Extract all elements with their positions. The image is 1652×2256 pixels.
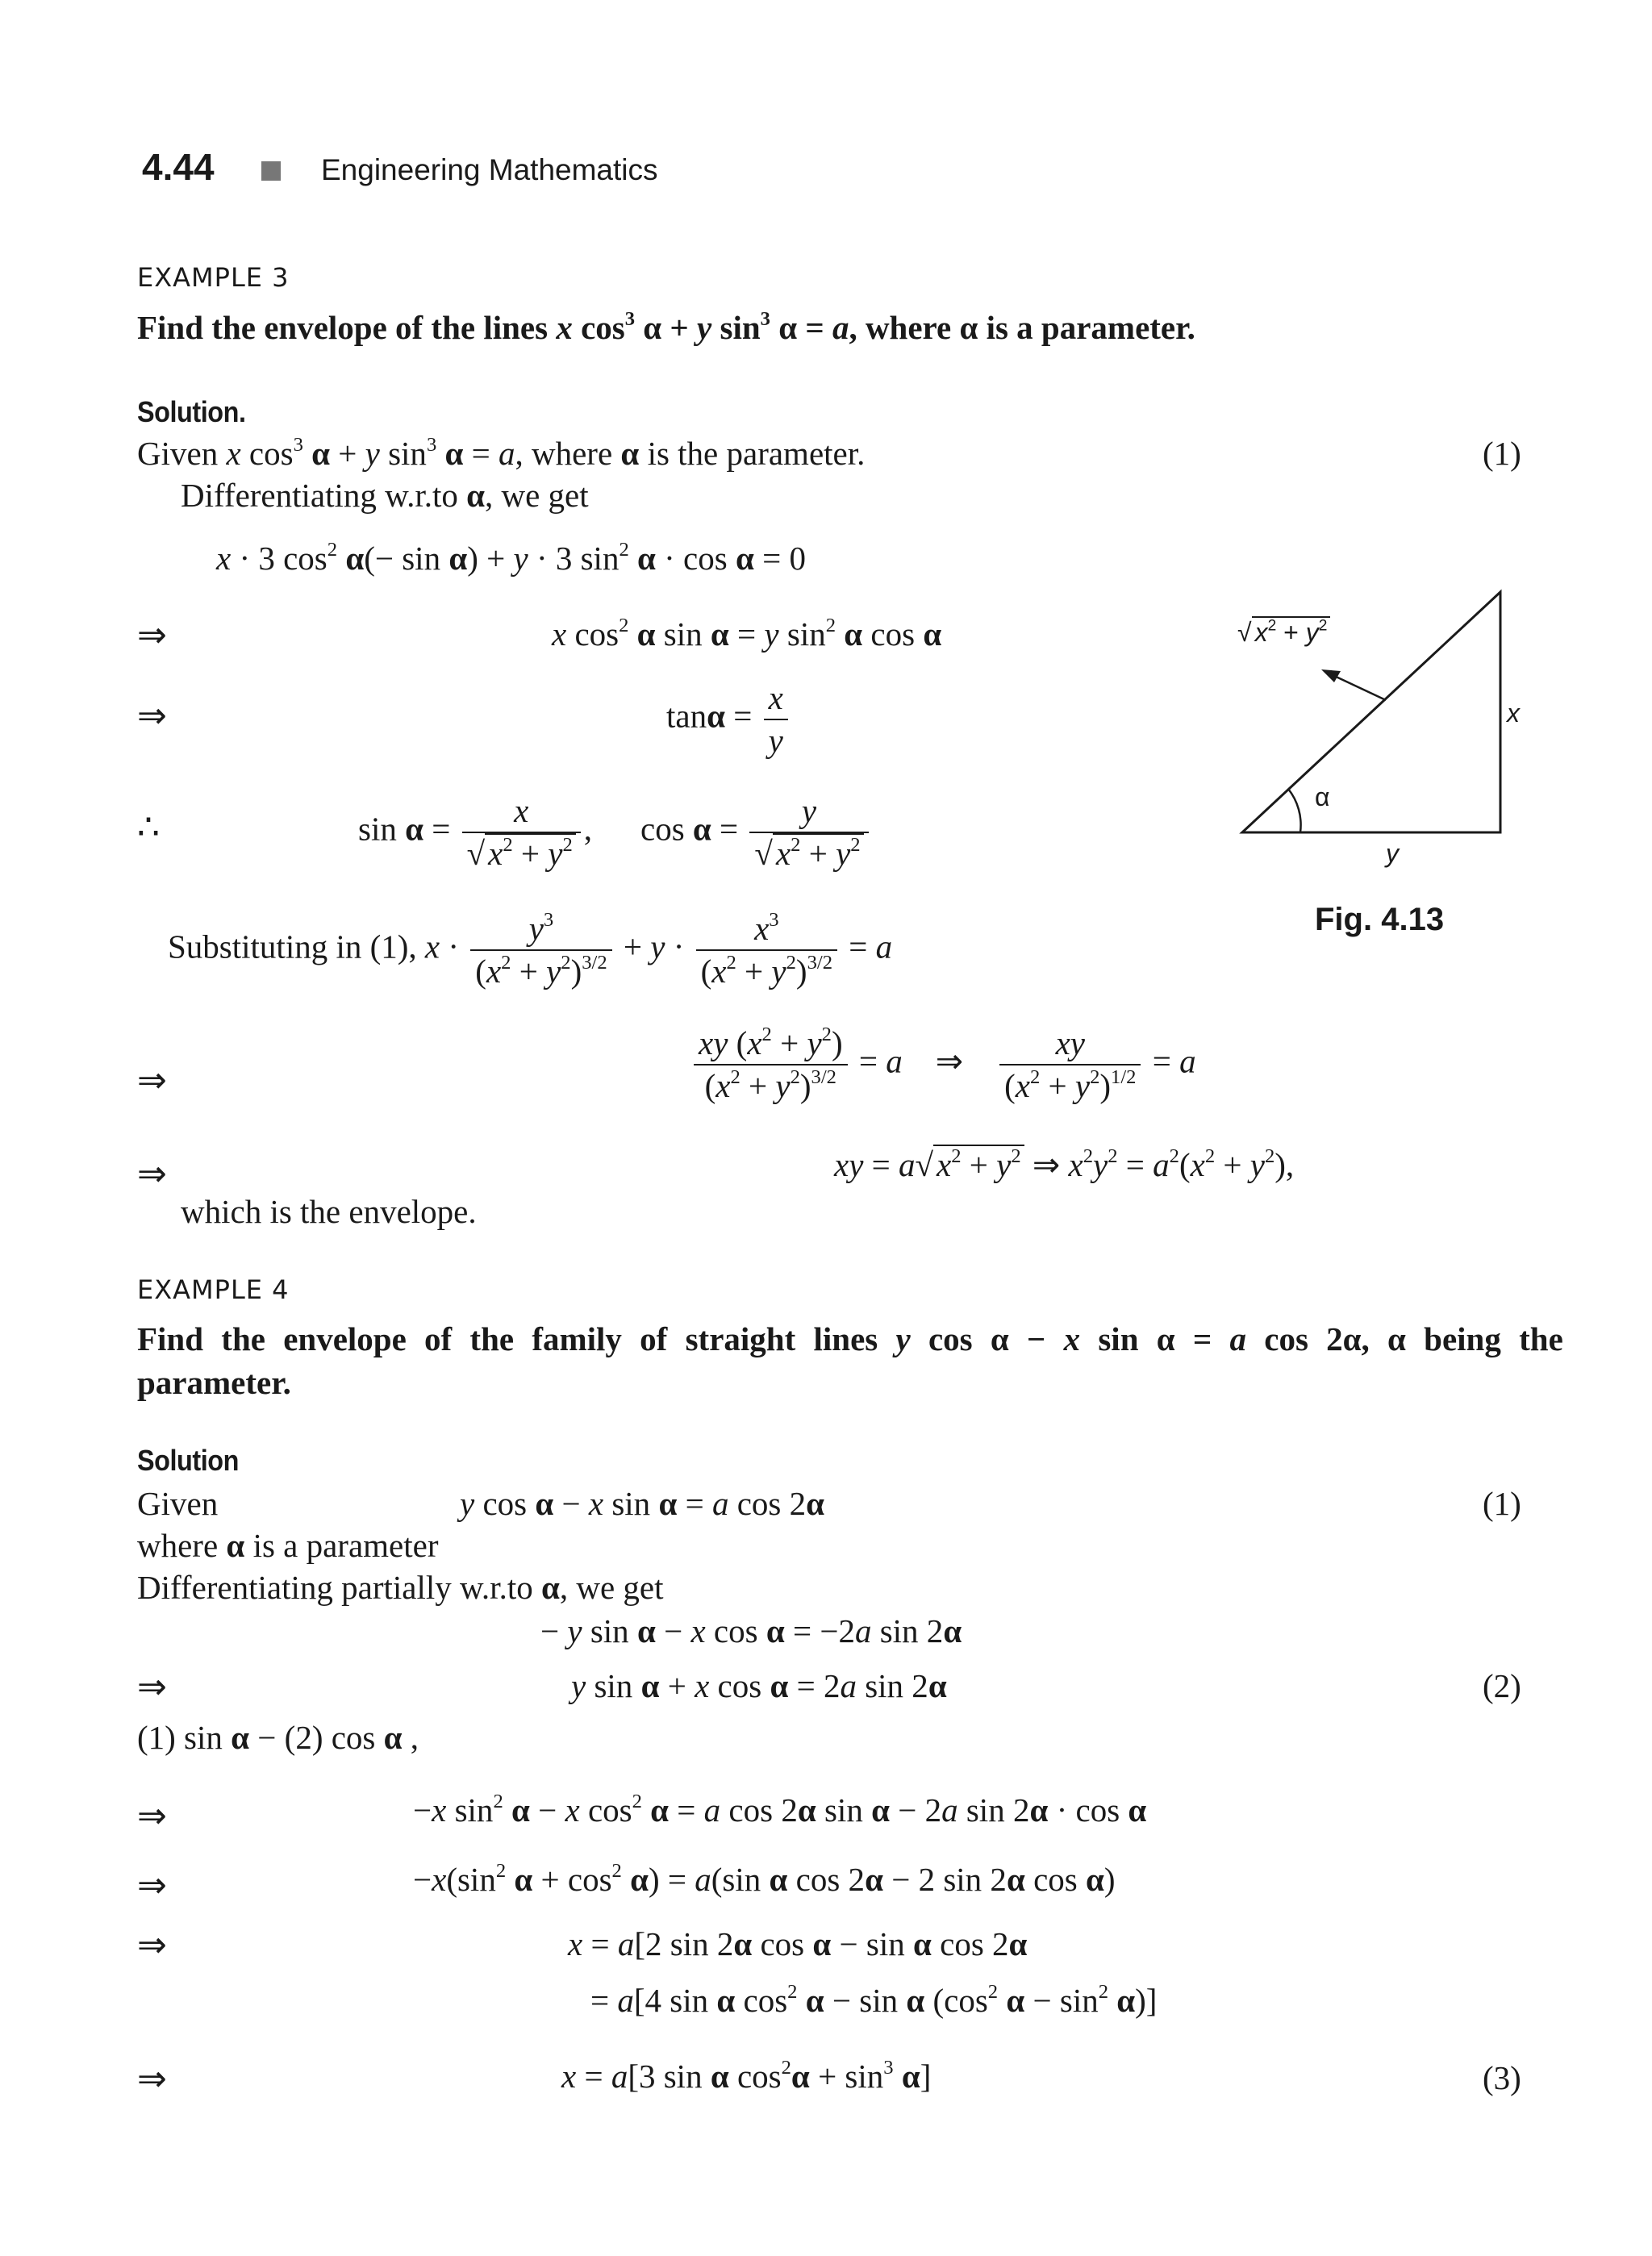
equation: x · 3 $\cos^2 \alpha(- \sin \alpha) + y \cdot 3$ $\sin^2 \alpha \cdot \cos \alpha = 0$ [216,538,806,577]
implies-symbol: ⇒ [137,1925,167,1965]
page-number: 4.44 [142,146,215,188]
therefore-symbol: ∴ [137,807,160,847]
implies-symbol: ⇒ [137,1667,167,1707]
example-4-solution-label: Solution [137,1444,239,1477]
figure-caption: Fig. 4.13 [1315,902,1445,937]
example-3-label: EXAMPLE 3 [137,262,290,293]
differentiating-text: Differentiating partially w.r.to α, we get [137,1569,664,1606]
where-text: where α is a parameter [137,1527,439,1564]
combination-step: (1) sin α − (2) cos α , [137,1719,419,1756]
side-y-label: y [1386,839,1399,868]
equation: $-x(\sin^2$ $\alpha + \cos^2 \alpha) = a(\sin$ α cos 2α − 2 sin 2α cos α) [413,1859,1116,1898]
equation: xy = $a√x^2 + y^2$ ⇒ $x^2y^2 = a^2(x^2 + y^2)$, [834,1145,1295,1183]
equation-number: (2) [1483,1667,1521,1704]
implies-symbol: ⇒ [137,696,167,736]
equation: y cos α − x sin α = a cos 2α [460,1485,824,1522]
example-3-solution-label: Solution. [137,395,246,428]
angle-arc [1288,789,1301,832]
example-3-differentiating: Differentiating w.r.to α, we get [181,477,589,514]
example-3-problem: Find the envelope of the lines x $\cos^3 \alpha + y$ $\sin^3 \alpha = a$, where α is a parameter. [137,307,1195,346]
equation-number: (1) [1483,435,1521,472]
equation: − y sin α − x cos α = −2a sin 2α [540,1612,962,1649]
implies-symbol: ⇒ [137,1796,167,1836]
header-square-icon [261,161,281,181]
implies-symbol: ⇒ [137,1061,167,1100]
example-4-problem-line1: Find the envelope of the family of straight lines y cos α − x sin α = a cos 2α, α being the [137,1320,1563,1357]
equation: sin α = $\frac{x}{√x^2 + y^2}$ , [358,790,592,875]
equation: y sin α + x cos α = 2a sin 2α [571,1667,947,1704]
implies-symbol: ⇒ [137,1866,167,1905]
angle-label: α [1315,782,1330,811]
given-word: Given [137,1485,219,1522]
equation: x = a[3 sin α $\cos^2\alpha + \sin^3 \alpha$] [561,2056,932,2095]
book-title: Engineering Mathematics [321,153,658,186]
implies-symbol: ⇒ [137,615,167,655]
arrow-head [1321,669,1341,682]
equation-number: (1) [1483,1485,1521,1522]
equation-number: (3) [1483,2059,1521,2096]
equation: = a[4 sin α $\cos^2 \alpha - \sin \alpha$ ($\cos^2$ $\alpha - \sin^2 \alpha$)] [590,1980,1158,2019]
example-4-problem-line2: parameter. [137,1364,291,1401]
equation: cos α = $\frac{y}{√x^2 + y^2}$ [640,790,872,875]
substitution-equation: Substituting in (1), x · $\frac{y^3}{(x^2 + y^2)^{3/2}}$ + y · $\frac{x^3}{(x^2 + y^2)^{3/2}}$ = a [168,908,892,993]
hypotenuse-label: √ $x^2 + y^2$ [1237,618,1330,648]
example-3-given: Given x $\cos^3 \alpha + y$ $\sin^3 \alpha = a$, where α is the parameter. [137,433,866,472]
conclusion-text: which is the envelope. [181,1193,477,1230]
example-4-label: EXAMPLE 4 [137,1274,290,1305]
side-x-label: x [1507,698,1520,728]
equation: x $\cos^2 \alpha$ sin α = y $\sin^2 \alpha$ cos α [552,614,942,653]
hypotenuse-arrow [1331,674,1386,700]
implies-symbol: ⇒ [137,2059,167,2099]
equation: $\frac{xy (x^2 + y^2)}{(x^2 + y^2)^{3/2}}$ = a ⇒ $\frac{xy}{(x^2 + y^2)^{1/2}}$ = a [690,1023,1196,1107]
equation: x = a[2 sin 2α cos α − sin α cos 2α [568,1925,1028,1962]
equation: tanα = $\frac{x}{y}$ [666,678,791,762]
equation: −x $\sin^2 \alpha - x$ $\cos^2 \alpha = a$ cos 2α sin α − 2a sin 2α · cos α [413,1790,1147,1829]
implies-symbol: ⇒ [137,1154,167,1194]
